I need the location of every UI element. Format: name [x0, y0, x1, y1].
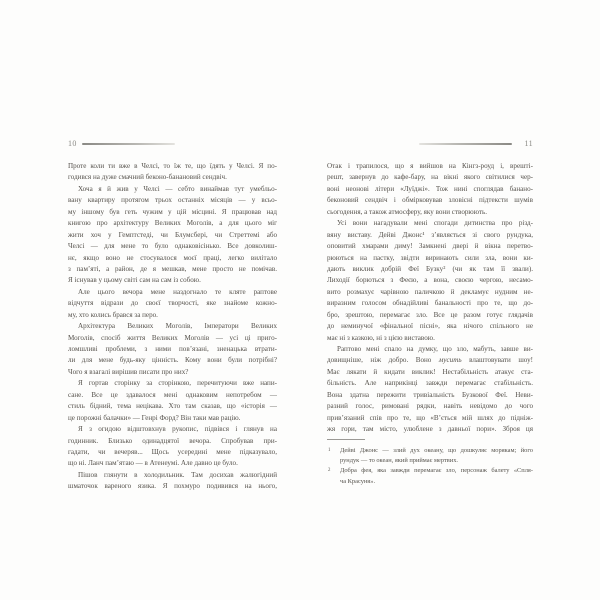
- text-line: му, хто колись брався за перо.: [68, 310, 158, 319]
- text-line: Пішов глянути в холодильник. Там досихав жалюгідний: [78, 470, 277, 479]
- text-line: Я існував у цьому світі сам на сам із собою.: [68, 276, 201, 285]
- header-rule-left: [82, 143, 175, 145]
- page-number-right: 11: [524, 139, 533, 148]
- text-line: виразним голосом обнадійливі банальності про те, що до-: [327, 299, 533, 308]
- right-page-header: [327, 139, 533, 148]
- text-line: бро, зрештою, перемагає зло. Все це разом готує глядачів: [327, 310, 533, 319]
- footnote: [327, 466, 533, 487]
- text-line: Челсі — для мене то було однаковісінько. Все довколиш-: [68, 242, 277, 251]
- text-line: вану квартиру протягом трьох останніх місяців — у всьо-: [68, 196, 277, 205]
- text-line: Моголів, спосіб життя Великих Моголів — усі ці приго-: [68, 333, 277, 342]
- text-line: Вона здатна пережити тривіальність Бузкової Феї. Неви-: [327, 390, 533, 399]
- text-line: Лиходії борються з Феєю, а вона, своєю чергою, несамо-: [327, 276, 533, 285]
- text-line: беконовий сендвіч і обмірковував зловісні підтексти шумів: [327, 196, 533, 205]
- text-line: решт, завернув до кафе-бару, на вікні якого світилися чер-: [327, 173, 533, 182]
- left-page-body: [68, 161, 277, 493]
- text-line: Архітектура Великих Моголів, Імператори Великих: [78, 322, 277, 331]
- text-line: Я гортав сторінку за сторінкою, перечитуючи вже напи-: [78, 379, 277, 388]
- text-line: сьогодення, а також атмосферу, яку вони створюють.: [327, 207, 488, 216]
- text-line: Раптово мені спало на думку, що зло, мабуть, завше ви-: [337, 345, 533, 353]
- text-line: Отак і трапилося, що я вийшов на Кінгз-роуд і, врешті-: [327, 162, 533, 170]
- text-line: рюються на пастку, звідти виринають сили зла, вони ки-: [327, 253, 533, 262]
- text-line: Я з огидою відштовхнув рукопис, підвівся і глянув на: [78, 425, 277, 434]
- footnotes-section: [327, 439, 533, 488]
- left-page: [68, 139, 277, 493]
- text-line: до неминучої «фінальної пісні», яка нічого спільного не: [327, 322, 533, 331]
- text-line: дають виклик добрій Феї Бузку² (чи як там її звали).: [327, 264, 533, 273]
- text-line: оповитий хмарами диму! Замкнені двері й вікна перетво-: [327, 242, 533, 251]
- footnote-separator: [327, 439, 365, 440]
- right-page-body: [327, 161, 533, 436]
- footnote-line: ча Красуня».: [340, 477, 376, 485]
- footnote-line: рундук — то океан, який приймає мертвих.: [340, 456, 459, 464]
- text-line: книгою про архітектуру Великих Моголів, а для цього міг: [68, 219, 277, 228]
- text-line: з пам’яті, а район, де я мешкав, мене просто не помічав.: [68, 264, 277, 273]
- text-line: годинник. Близько одинадцятої вечора. Спробував при-: [68, 436, 277, 445]
- footnote: [327, 446, 533, 467]
- text-line: вито розмахує чарівною паличкою й декламує нудним не-: [327, 287, 533, 296]
- footnote-marker: 1: [328, 447, 331, 453]
- text-line: воні неонові літери «Луїджі». Тож нині споглядав банано-: [327, 184, 533, 193]
- text-line: му іншому був геть чужим у цій місцині. Я працював над: [68, 207, 277, 216]
- header-rule-right: [419, 143, 512, 145]
- footnote-line: Дейві Джонс — злий дух океану, що дошкуляє морякам; його: [340, 446, 533, 454]
- text-line: разний голос, римовані рядки, навіть невідомо до чого: [327, 402, 533, 411]
- text-line: Хоча я й жив у Челсі — себто винаймав тут умебльо-: [78, 184, 277, 193]
- text-line: ли для мене будь-яку цінність. Кому вони були потрібні?: [68, 356, 277, 365]
- page-number-left: 10: [68, 139, 77, 148]
- left-page-header: [68, 139, 277, 148]
- text-line: ломшливі проблеми, з ними пов’язані, зненацька втрати-: [68, 345, 277, 353]
- text-line: довищніше, ніж добро. Воно мусить влаштовувати шоу!: [327, 356, 533, 365]
- text-line: жя гори, там місто, улюблене з давньої пори». Зброя ця: [327, 425, 533, 434]
- footnote-list: [327, 446, 533, 488]
- text-line: Чого я взагалі вирішив писати про них?: [68, 367, 189, 376]
- footnote-marker: 2: [328, 468, 331, 474]
- text-line: має ні з казкою, ні з цією виставою.: [327, 333, 435, 342]
- text-line: Має лякати й кидати виклик! Нестабільність атакує ста-: [327, 367, 533, 376]
- text-line: шматочок вареного язика. Я похмуро подивився на нього,: [68, 482, 277, 491]
- text-line: годився на дуже смачний беконо-банановий сендвіч.: [68, 173, 227, 182]
- text-line: Усі вони нагадували мені спогади дитинства про різд-: [337, 219, 533, 228]
- text-line: що ні. Ланч пам’ятаю — в Атенеумі. Але давно це було.: [68, 459, 238, 468]
- right-page: [327, 139, 533, 487]
- text-line: відчуття відрази до своєї творчості, яке знайоме кожно-: [68, 299, 277, 308]
- text-line: сане. Все це здавалося мені однаковим непотребом —: [68, 390, 277, 399]
- text-line: нє, якщо воно не стосувалося моєї праці, легко вилітало: [68, 253, 277, 262]
- text-line: Проте коли ти вже в Челсі, то їж те, що їдять у Челсі. Я по-: [68, 162, 277, 170]
- text-line: прив’язаний спів про те, що «В’ється мій шлях до підніж-: [327, 413, 533, 422]
- text-line: вяну виставу. Дейві Джонс¹ з’являється зі свого рундука,: [327, 230, 533, 239]
- text-line: це порожні балачки» — Генрі Форд? Він таки мав рацію.: [68, 413, 241, 422]
- text-line: більність. Але наприкінці завжди перемагає стабільність.: [327, 379, 533, 388]
- text-line: жити хоч у Гемптстеді, чи Блумсбері, чи Стреттемі або: [68, 230, 277, 239]
- footnote-line: Добра фея, яка завжди перемагає зло, персонаж балету «Спля-: [340, 467, 533, 475]
- text-line: Але цього вечора мене наздогнало те кляте раптове: [78, 287, 277, 296]
- text-line: стиль бідний, тема нецікава. Хто там сказав, що «історія —: [68, 402, 277, 411]
- text-line: гадати, чи вечеряв... Щось усередині мене підказувало,: [68, 447, 277, 456]
